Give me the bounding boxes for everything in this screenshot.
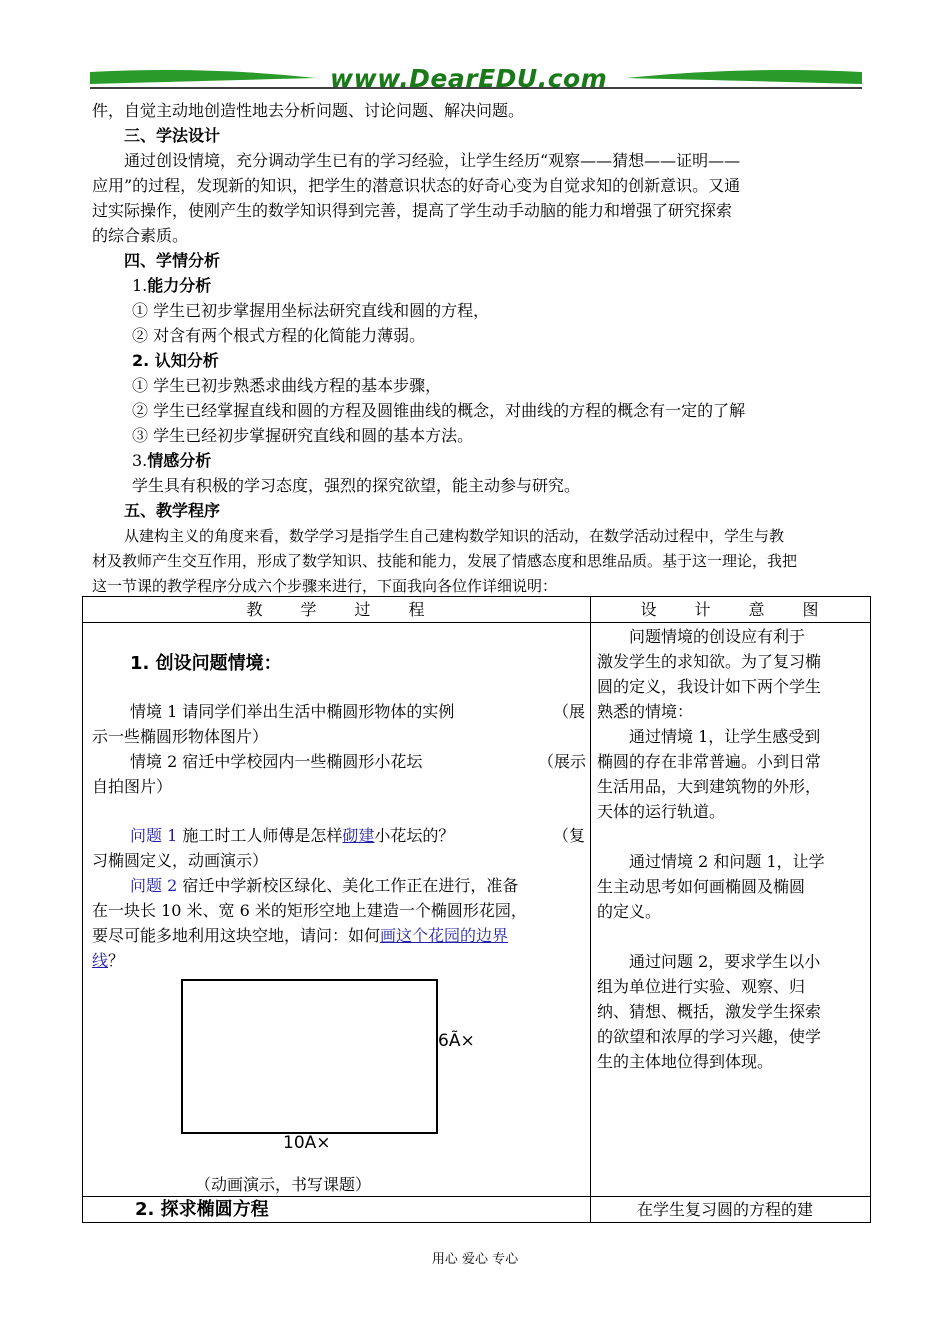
- ability-title: 能力分析: [147, 276, 212, 295]
- step2-process-cell: [83, 1197, 591, 1223]
- section3-line-1: 通过创设情境，充分调动学生已有的学习经验，让学生经历“观察——猜想——证明——: [124, 151, 741, 170]
- situation1-note-cont: 示一些椭圆形物体图片）: [92, 727, 269, 746]
- left-swoosh-icon: [90, 70, 316, 84]
- figure-caption: （动画演示，书写课题）: [195, 1175, 372, 1194]
- situation2-note-cont: 自拍图片）: [92, 777, 173, 796]
- intent-spacer-2: [591, 924, 870, 949]
- section3-line-2: 应用”的过程，发现新的知识，把学生的潜意识状态的好奇心变为自觉求知的创新意识。又通: [92, 176, 741, 195]
- emotion-text: 学生具有积极的学习态度，强烈的探究欲望，能主动参与研究。: [132, 476, 581, 495]
- section3-line-4: 的综合素质。: [92, 226, 189, 245]
- teaching-procedure-table: [82, 596, 871, 1223]
- situation1-note: （展: [553, 702, 586, 721]
- cognition-item-3: ③ 学生已经初步掌握研究直线和圆的基本方法。: [132, 426, 474, 445]
- question2-link-2[interactable]: 线: [92, 951, 109, 970]
- question1-line: [130, 823, 454, 848]
- intent-line-3: 圆的定义，我设计如下两个学生: [597, 677, 822, 696]
- step2-title: 2. 探求椭圆方程: [135, 1199, 269, 1220]
- question2-text-4: ？: [108, 951, 125, 970]
- question2-line-1: [130, 873, 518, 898]
- intro-line: 件，自觉主动地创造性地去分析问题、讨论问题、解决问题。: [92, 101, 525, 120]
- question1-text-end: 小花坛的？: [374, 826, 455, 845]
- question2-text-1: 宿迁中学新校区绿化、美化工作正在进行，准备: [177, 876, 519, 895]
- cognition-title: 2. 认知分析: [132, 351, 219, 370]
- header-teaching-process: 教 学 过 程: [83, 597, 591, 623]
- step1-title: 1. 创设问题情境：: [130, 653, 282, 674]
- intent-line-8: 天体的运行轨道。: [597, 802, 726, 821]
- section5-line-1: 从建构主义的角度来看，数学学习是指学生自己建构数学知识的活动，在数学活动过程中，学生与教: [124, 527, 785, 545]
- question2-line-4: [92, 948, 124, 973]
- step1-intent-cell: [591, 623, 871, 1197]
- question1-text: 施工时工人师傅是怎样: [177, 826, 343, 845]
- cognition-item-1: ① 学生已初步熟悉求曲线方程的基本步骤，: [132, 376, 442, 395]
- table-row-step2: [83, 1197, 871, 1223]
- question2-link-1[interactable]: 画这个花园的边界: [380, 926, 509, 945]
- intent-line-10: 通过情境 2 和问题 1，让学: [597, 852, 825, 871]
- intent-spacer-1: [591, 824, 870, 849]
- intent-line-5: 通过情境 1，让学生感受到: [597, 727, 821, 746]
- intent-line-17: 的欲望和浓厚的学习兴趣，使学: [597, 1027, 822, 1046]
- situation2-note: （展示: [538, 752, 587, 771]
- intent-line-12: 的定义。: [597, 902, 662, 921]
- section3-title: 三、学法设计: [124, 126, 221, 145]
- intent-line-15: 组为单位进行实验、观察、归: [597, 977, 806, 996]
- ability-heading: [132, 274, 211, 298]
- section5-title: 五、教学程序: [124, 501, 221, 520]
- intent-line-11: 生主动思考如何画椭圆及椭圆: [597, 877, 806, 896]
- ability-item-2: ② 对含有两个根式方程的化简能力薄弱。: [132, 326, 426, 345]
- question2-label: 问题 2: [130, 876, 178, 895]
- step2-intent-text: 在学生复习圆的方程的建: [637, 1200, 814, 1219]
- site-logo[interactable]: www.DearEDU.com: [330, 64, 608, 93]
- table-header-row: [83, 597, 871, 623]
- rectangle-plot-figure: [181, 979, 438, 1134]
- step1-process-cell: [83, 623, 591, 1197]
- intent-line-7: 生活用品，大到建筑物的外形，: [597, 777, 822, 796]
- question1-label: 问题 1: [130, 826, 178, 845]
- intent-line-14: 通过问题 2，要求学生以小: [597, 952, 821, 971]
- intent-line-6: 椭圆的存在非常普遍。小到日常: [597, 752, 822, 771]
- question1-link[interactable]: 砌建: [342, 826, 375, 845]
- question2-line-3: [92, 923, 508, 948]
- intent-line-2: 激发学生的求知欲。为了复习椭: [597, 652, 822, 671]
- emotion-title: 情感分析: [147, 451, 212, 470]
- right-swoosh-icon: [626, 70, 862, 84]
- table-row-step1: [83, 623, 871, 1197]
- intent-line-16: 纳、猜想、概括，激发学生探索: [597, 1002, 822, 1021]
- ability-num: 1.: [132, 276, 148, 295]
- section4-title: 四、学情分析: [124, 251, 221, 270]
- figure-height-label: 6Ã×: [438, 1031, 475, 1051]
- intent-line-4: 熟悉的情境：: [597, 702, 694, 721]
- question2-line-2: 在一块长 10 米、宽 6 米的矩形空地上建造一个椭圆形花园，: [92, 901, 527, 920]
- header-design-intent: 设 计 意 图: [591, 597, 871, 623]
- emotion-num: 3.: [132, 451, 148, 470]
- step2-intent-cell: [591, 1197, 871, 1223]
- cognition-item-2: ② 学生已经掌握直线和圆的方程及圆锥曲线的概念，对曲线的方程的概念有一定的了解: [132, 401, 746, 420]
- emotion-heading: [132, 449, 211, 473]
- question1-note: （复: [553, 826, 586, 845]
- figure-width-label: 10Ã×: [283, 1133, 331, 1153]
- question2-text-3: 要尽可能多地利用这块空地，请问：如何: [92, 926, 381, 945]
- situation2-text: 情境 2 宿迁中学校园内一些椭圆形小花坛: [130, 752, 423, 771]
- section5-line-2: 材及教师产生交互作用，形成了数学知识、技能和能力，发展了情感态度和思维品质。基于这一理论，我把: [92, 552, 798, 570]
- section3-line-3: 过实际操作，使刚产生的数学知识得到完善，提高了学生动手动脑的能力和增强了研究探索: [92, 201, 733, 220]
- intent-line-1: 问题情境的创设应有利于: [597, 627, 806, 646]
- intent-line-18: 生的主体地位得到体现。: [597, 1052, 774, 1071]
- section5-line-3: 这一节课的教学程序分成六个步骤来进行，下面我向各位作详细说明：: [92, 577, 558, 595]
- situation1-text: 情境 1 请同学们举出生活中椭圆形物体的实例: [130, 702, 455, 721]
- ability-item-1: ① 学生已初步掌握用坐标法研究直线和圆的方程，: [132, 301, 490, 320]
- page-footer: 用心 爱心 专心: [431, 1252, 519, 1267]
- question1-note-cont: 习椭圆定义，动画演示）: [92, 851, 269, 870]
